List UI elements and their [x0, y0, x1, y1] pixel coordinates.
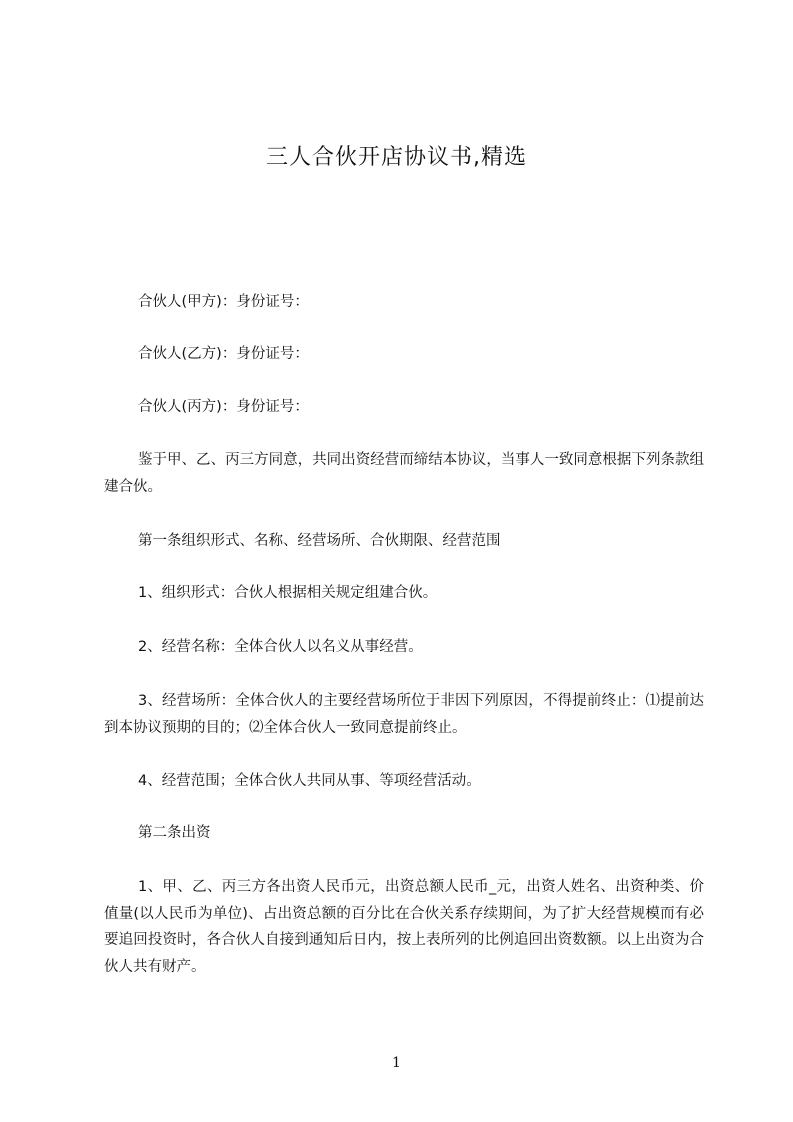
preamble-paragraph: 鉴于甲、乙、丙三方同意，共同出资经营而缔结本协议，当事人一致同意根据下列条款组建合伙。: [104, 452, 704, 495]
partner-c-line: 合伙人(丙方)：身份证号：: [138, 399, 309, 415]
article-1-item-3: 3、经营场所：全体合伙人的主要经营场所位于非因下列原因，不得提前终止：⑴提前达到本协议预期的目的；⑵全体合伙人一致同意提前终止。: [104, 693, 704, 736]
article-2-item-1: 1、甲、乙、丙三方各出资人民币元，出资总额人民币_元，出资人姓名、出资种类、价值量(以人民币为单位)、占出资总额的百分比在合伙关系存续期间，为了扩大经营规模而有必要追回投资时，各合伙人自接到通知后日内，按上表所列的比例追回出资数额。以上出资为合伙人共有财产。: [104, 879, 704, 975]
article-1-item-2: 2、经营名称：全体合伙人以名义从事经营。: [138, 639, 423, 655]
partner-b-line: 合伙人(乙方)：身份证号：: [138, 346, 309, 362]
article-2-heading: 第二条出资: [138, 825, 211, 841]
article-1-item-4: 4、经营范围；全体合伙人共同从事、等项经营活动。: [138, 773, 481, 789]
partner-a-line: 合伙人(甲方)：身份证号：: [138, 294, 309, 310]
page-number: 1: [392, 1055, 401, 1071]
article-1-item-1: 1、组织形式：合伙人根据相关规定组建合伙。: [138, 585, 438, 601]
article-1-heading: 第一条组织形式、名称、经营场所、合伙期限、经营范围: [138, 533, 501, 549]
document-title: 三人合伙开店协议书,精选: [266, 145, 527, 170]
